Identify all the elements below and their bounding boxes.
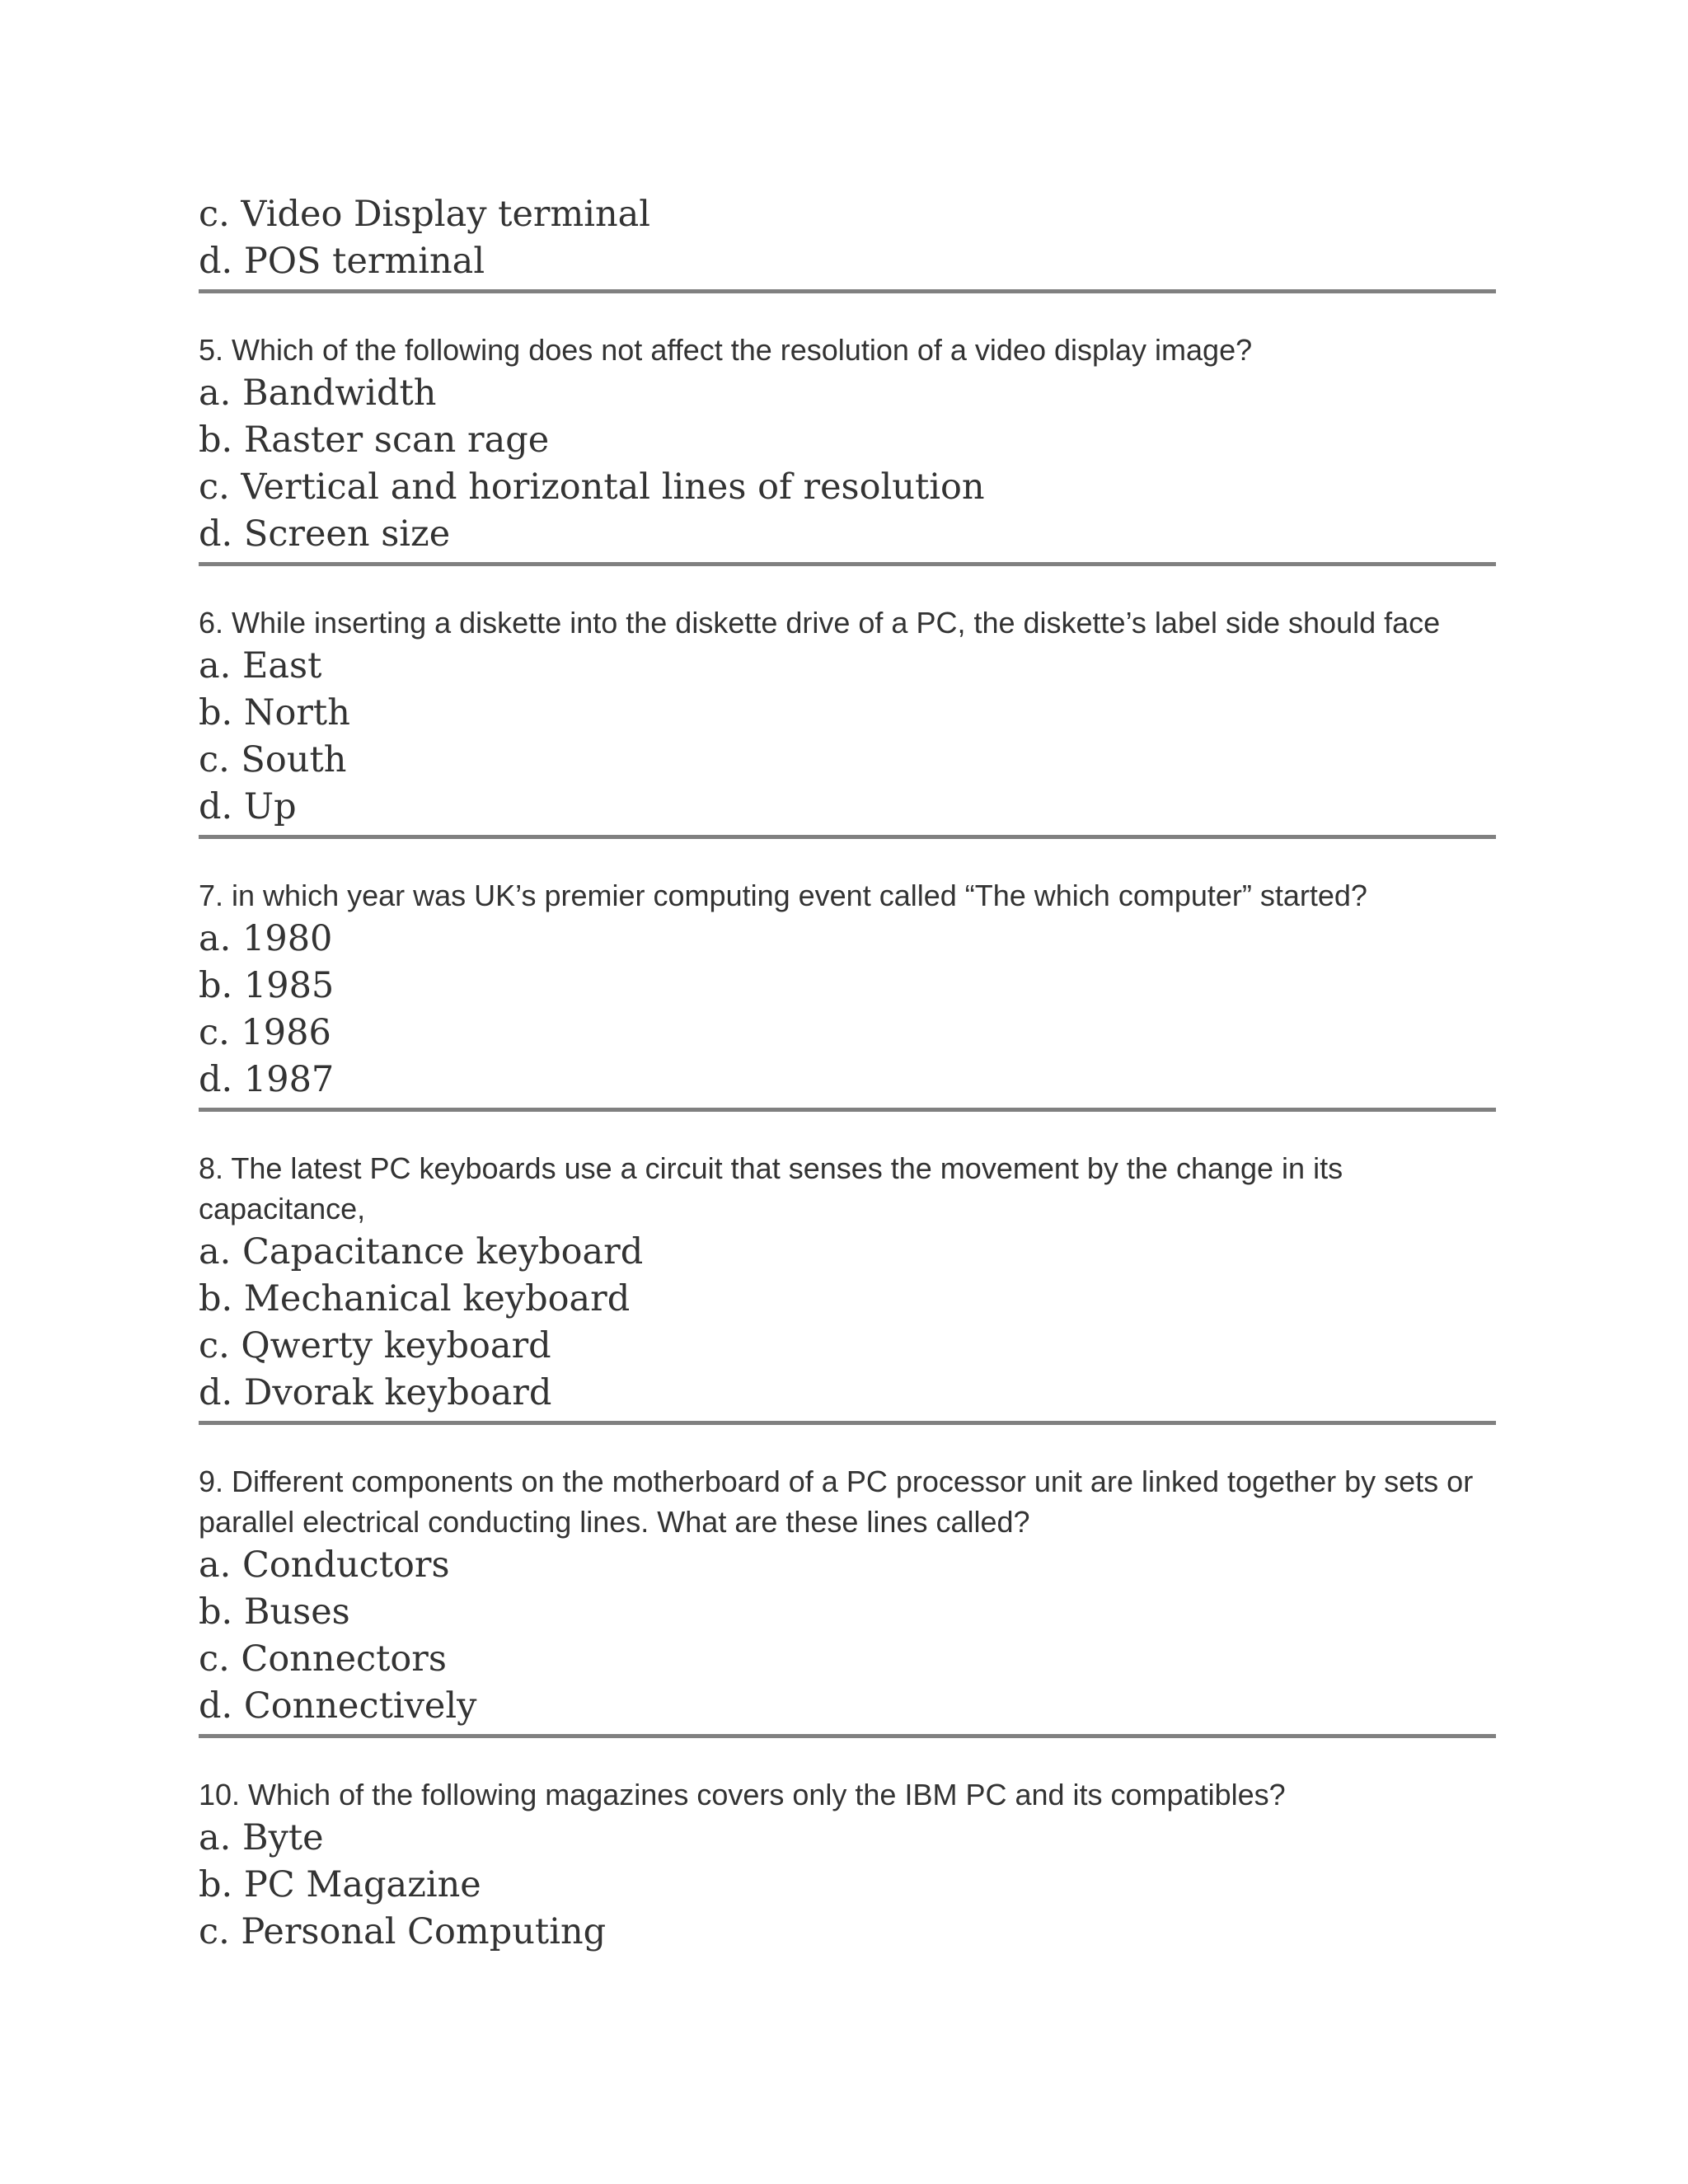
question-block (199, 602, 1496, 839)
question-block (199, 1774, 1496, 1956)
answer-option: a. 1980 (199, 918, 333, 959)
horizontal-divider (199, 562, 1496, 566)
question-text: 7. in which year was UK’s premier computing event called “The which computer” started? (199, 879, 1367, 912)
answer-option: a. Capacitance keyboard (199, 1231, 644, 1272)
answer-option: b. Raster scan rage (199, 419, 550, 461)
horizontal-divider (199, 835, 1496, 839)
horizontal-divider (199, 1108, 1496, 1112)
horizontal-divider (199, 289, 1496, 293)
answer-option: c. Video Display terminal (199, 194, 651, 235)
answer-option: c. Connectors (199, 1638, 447, 1680)
answer-option: a. Conductors (199, 1544, 450, 1586)
answer-option: a. Bandwidth (199, 373, 437, 414)
answer-option: b. 1985 (199, 965, 335, 1006)
answer-option: a. Byte (199, 1817, 324, 1858)
question-text: 5. Which of the following does not affect the resolution of a video display image? (199, 333, 1253, 367)
answer-option: d. 1987 (199, 1059, 335, 1100)
answer-option: d. Screen size (199, 513, 451, 555)
question-block (199, 330, 1496, 566)
answer-option: d. Dvorak keyboard (199, 1372, 552, 1413)
answer-option: c. Personal Computing (199, 1911, 607, 1952)
quiz-page (199, 191, 1496, 1956)
question-text: 9. Different components on the motherboard of a PC processor unit are linked together by sets or parallel electrical conducting lines. What are these lines called? (199, 1465, 1474, 1539)
question-text: 10. Which of the following magazines covers only the IBM PC and its compatibles? (199, 1778, 1286, 1811)
answer-option: c. 1986 (199, 1012, 331, 1053)
answer-option: b. Mechanical keyboard (199, 1278, 631, 1319)
answer-option: c. South (199, 739, 347, 780)
answer-option: b. North (199, 692, 350, 733)
answer-option: d. POS terminal (199, 241, 485, 282)
answer-option: d. Up (199, 786, 297, 827)
question-text: 6. While inserting a diskette into the diskette drive of a PC, the diskette’s label side should face (199, 606, 1441, 640)
answer-option: b. PC Magazine (199, 1864, 481, 1905)
answer-option: d. Connectively (199, 1685, 477, 1727)
answer-option: b. Buses (199, 1591, 350, 1633)
question-block (199, 1461, 1496, 1738)
answer-option: c. Qwerty keyboard (199, 1325, 551, 1366)
answer-option: c. Vertical and horizontal lines of resolution (199, 466, 985, 508)
horizontal-divider (199, 1734, 1496, 1738)
question-block (199, 191, 1496, 293)
question-text: 8. The latest PC keyboards use a circuit that senses the movement by the change in its capacitance, (199, 1151, 1343, 1226)
horizontal-divider (199, 1421, 1496, 1425)
question-block (199, 875, 1496, 1112)
question-block (199, 1148, 1496, 1425)
answer-option: a. East (199, 645, 322, 687)
